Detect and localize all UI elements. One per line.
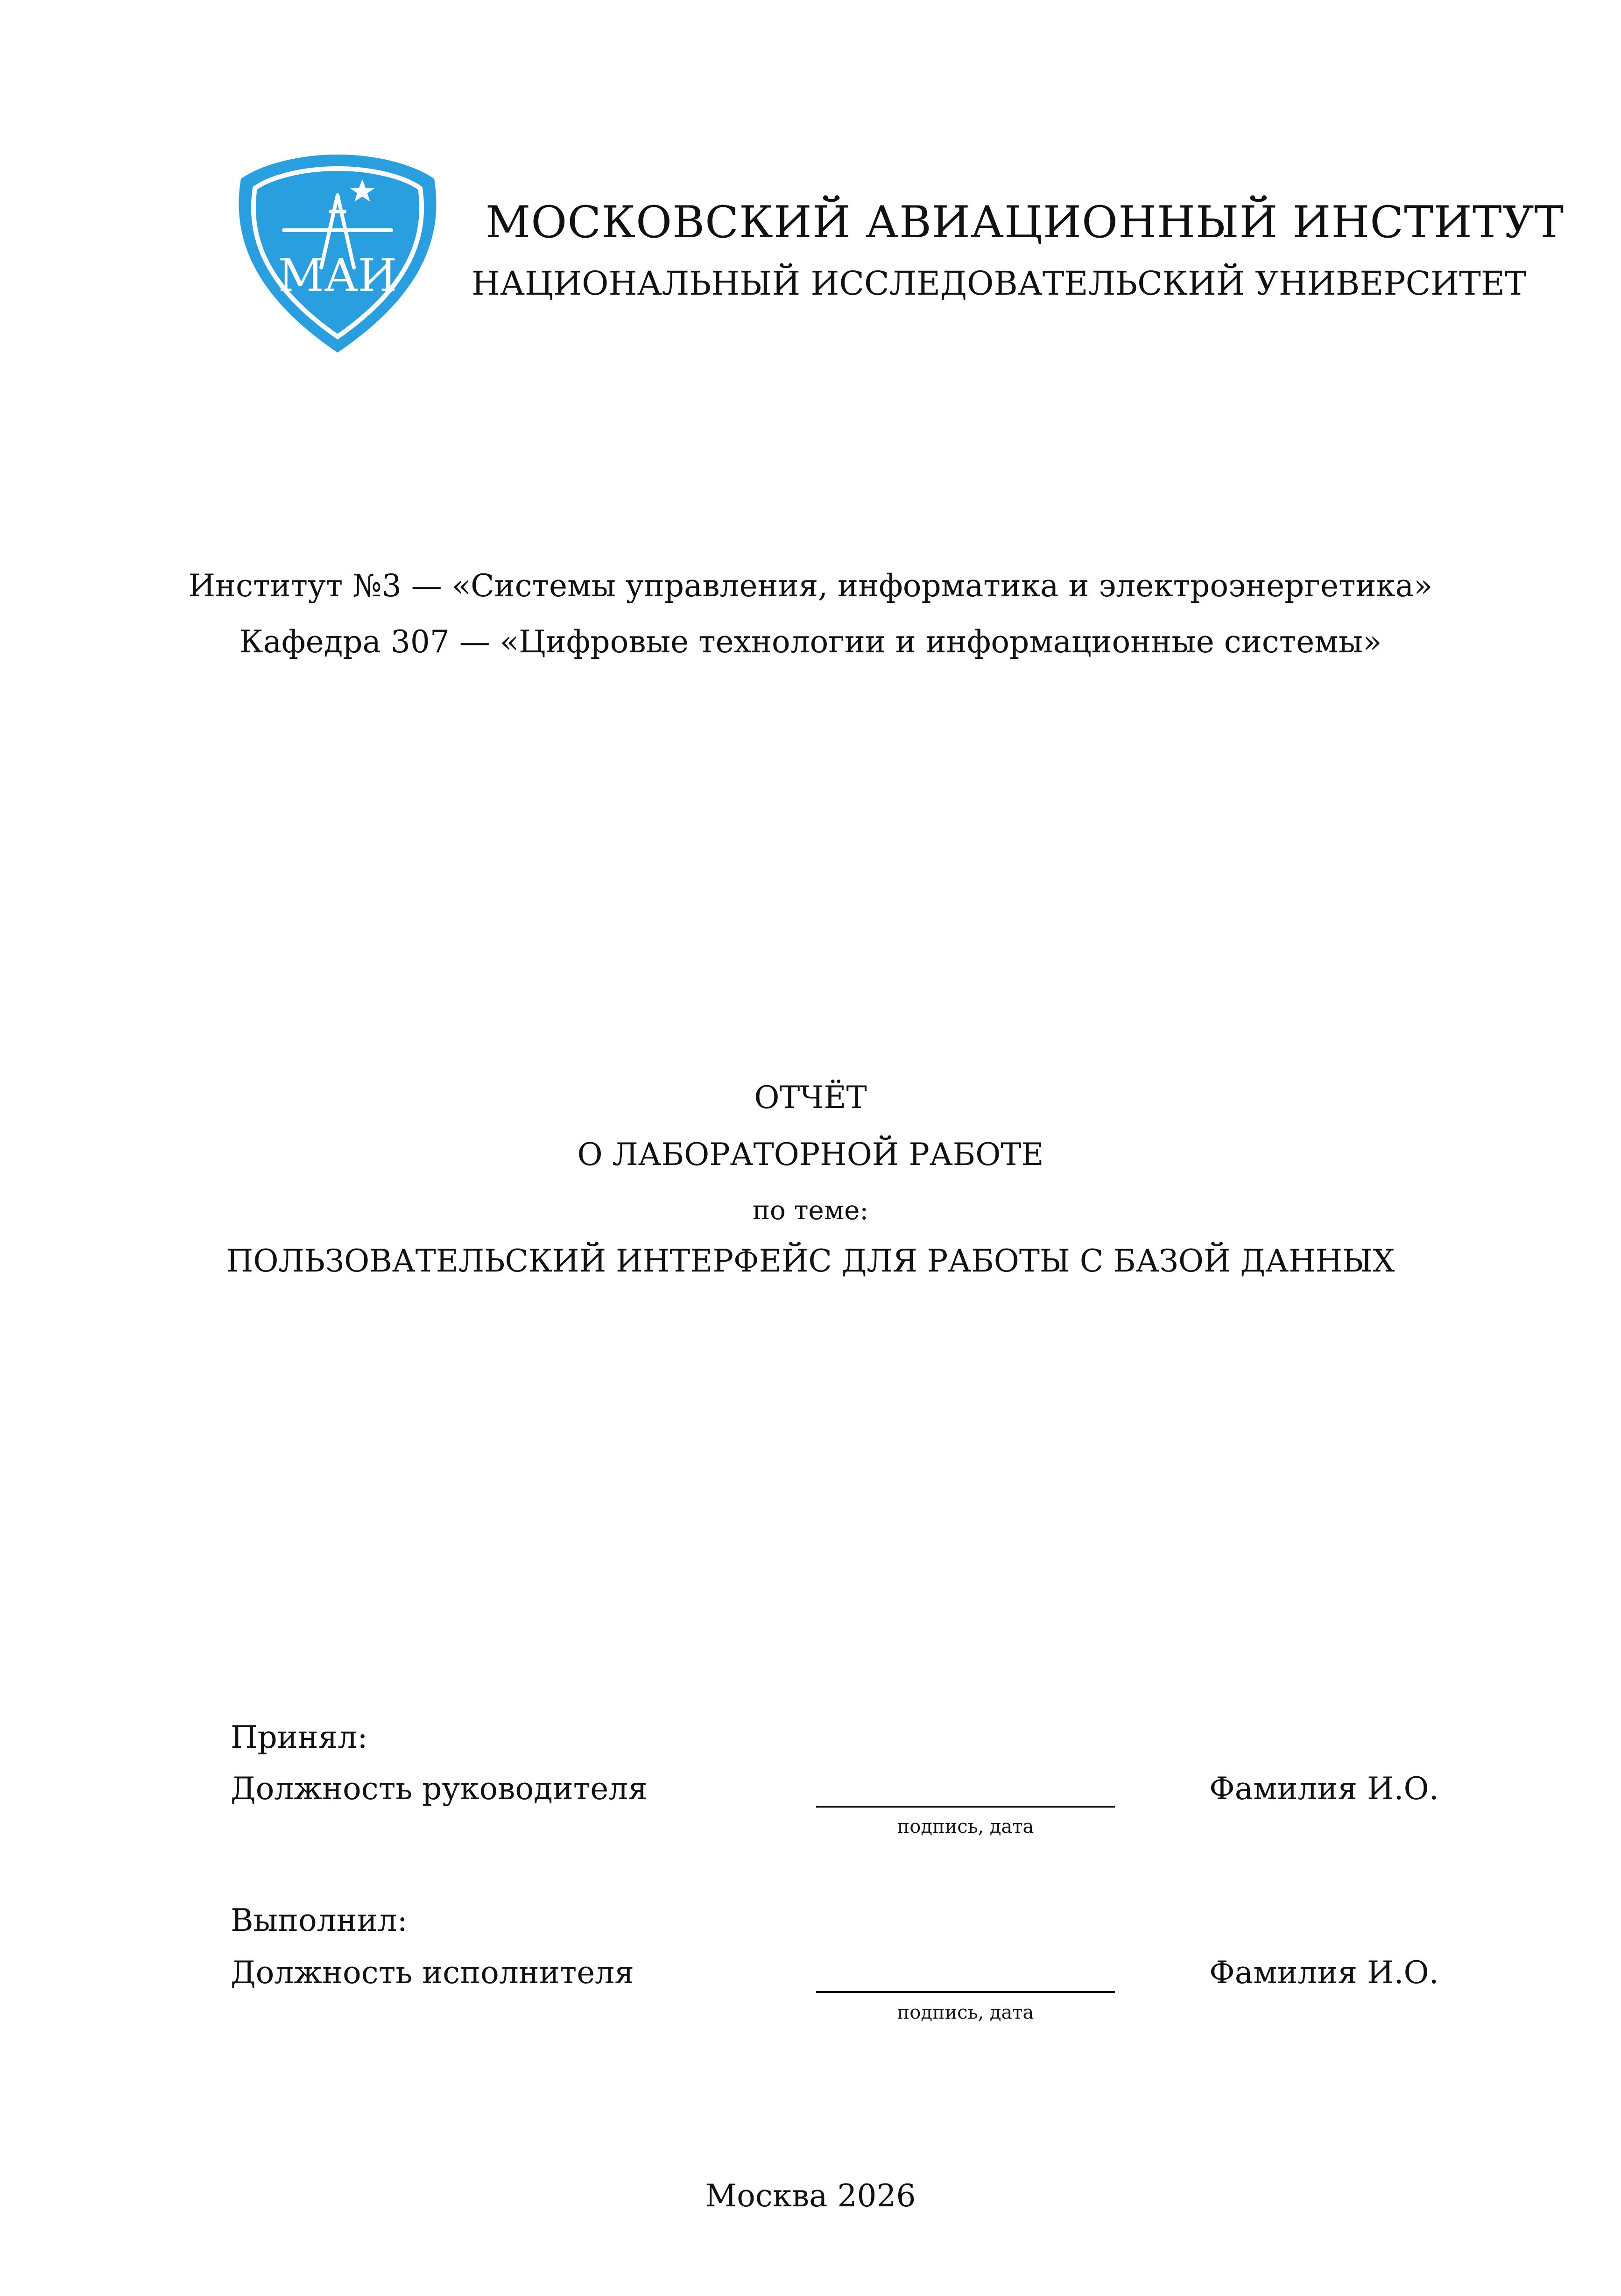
report-type: О ЛАБОРАТОРНОЙ РАБОТЕ [577, 1137, 1044, 1173]
supervisor-signature-line [816, 1806, 1115, 1808]
topic-label: по теме: [752, 1195, 869, 1226]
report-topic: ПОЛЬЗОВАТЕЛЬСКИЙ ИНТЕРФЕЙС ДЛЯ РАБОТЫ С БАЗОЙ ДАННЫХ [226, 1243, 1395, 1279]
city-year: Москва 2026 [705, 2178, 916, 2214]
report-title: ОТЧЁТ [754, 1080, 867, 1116]
performer-name: Фамилия И.О. [1209, 1955, 1439, 1991]
accepted-label: Принял: [231, 1719, 368, 1755]
performer-position: Должность исполнителя [231, 1955, 634, 1991]
university-name: МОСКОВСКИЙ АВИАЦИОННЫЙ ИНСТИТУТ [486, 197, 1565, 248]
department-line: Кафедра 307 — «Цифровые технологии и информационные системы» [239, 624, 1382, 660]
university-subtitle: НАЦИОНАЛЬНЫЙ ИССЛЕДОВАТЕЛЬСКИЙ УНИВЕРСИТЕТ [472, 264, 1527, 303]
institute-line: Институт №3 — «Системы управления, информатика и электроэнергетика» [188, 568, 1433, 604]
performed-label: Выполнил: [231, 1902, 408, 1938]
logo-text: МАИ [278, 249, 397, 302]
performer-signature-line [816, 1991, 1115, 1993]
mai-logo [228, 151, 447, 356]
performer-signature-caption: подпись, дата [897, 2002, 1034, 2023]
supervisor-position: Должность руководителя [231, 1771, 648, 1807]
supervisor-signature-caption: подпись, дата [897, 1816, 1034, 1837]
supervisor-name: Фамилия И.О. [1209, 1771, 1439, 1807]
